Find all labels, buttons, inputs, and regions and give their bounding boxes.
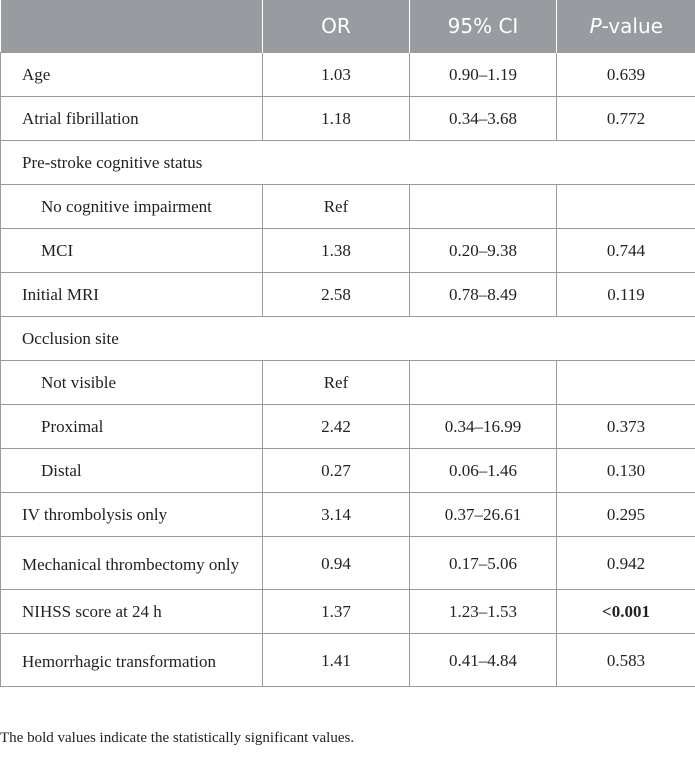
table-row: [1, 449, 695, 493]
table-row: [1, 405, 695, 449]
row-label: NIHSS score at 24 h: [1, 590, 263, 634]
row-p: 0.772: [557, 97, 695, 141]
table-row: [1, 361, 695, 405]
table-row: [1, 185, 695, 229]
row-label: Age: [1, 53, 263, 97]
row-label: IV thrombolysis only: [1, 493, 263, 537]
table-row: [1, 634, 695, 687]
row-or: 0.94: [263, 537, 410, 590]
row-label: Mechanical thrombectomy only: [1, 537, 263, 590]
row-p: 0.373: [557, 405, 695, 449]
row-ci: [410, 361, 557, 405]
header-ci: 95% CI: [410, 0, 557, 53]
row-p: 0.130: [557, 449, 695, 493]
row-or: 1.03: [263, 53, 410, 97]
row-ci: 0.17–5.06: [410, 537, 557, 590]
row-or: Ref: [263, 185, 410, 229]
row-or: 0.27: [263, 449, 410, 493]
row-or: 1.41: [263, 634, 410, 687]
table-row: [1, 97, 695, 141]
table-row: [1, 273, 695, 317]
row-label: Not visible: [1, 361, 263, 405]
row-ci: 0.06–1.46: [410, 449, 557, 493]
table-footnote: The bold values indicate the statistically significant values.: [0, 730, 355, 746]
row-ci: 1.23–1.53: [410, 590, 557, 634]
table-row: [1, 493, 695, 537]
row-or: 2.42: [263, 405, 410, 449]
row-ci: 0.41–4.84: [410, 634, 557, 687]
header-p-italic: P: [589, 14, 602, 38]
row-or: 3.14: [263, 493, 410, 537]
header-variable: [1, 0, 263, 53]
row-or: Ref: [263, 361, 410, 405]
section-row: [1, 141, 695, 185]
row-p: 0.942: [557, 537, 695, 590]
row-label: Hemorrhagic transformation: [1, 634, 263, 687]
row-ci: 0.34–3.68: [410, 97, 557, 141]
row-p: 0.119: [557, 273, 695, 317]
table-row: [1, 53, 695, 97]
header-p-rest: -value: [601, 14, 663, 38]
row-ci: [410, 185, 557, 229]
row-p-significant: <0.001: [557, 590, 695, 634]
row-label: MCI: [1, 229, 263, 273]
row-or: 2.58: [263, 273, 410, 317]
table-row: [1, 537, 695, 590]
row-p: 0.744: [557, 229, 695, 273]
row-label: Proximal: [1, 405, 263, 449]
row-label: No cognitive impairment: [1, 185, 263, 229]
header-or: OR: [263, 0, 410, 53]
row-ci: 0.20–9.38: [410, 229, 557, 273]
section-label: Occlusion site: [1, 317, 695, 361]
table-row: [1, 229, 695, 273]
header-p-value: [557, 0, 695, 53]
section-row: [1, 317, 695, 361]
row-ci: 0.37–26.61: [410, 493, 557, 537]
table-row: [1, 590, 695, 634]
row-or: 1.38: [263, 229, 410, 273]
row-p: 0.583: [557, 634, 695, 687]
row-p: 0.639: [557, 53, 695, 97]
row-p: 0.295: [557, 493, 695, 537]
row-or: 1.37: [263, 590, 410, 634]
row-ci: 0.78–8.49: [410, 273, 557, 317]
row-or: 1.18: [263, 97, 410, 141]
row-label: Initial MRI: [1, 273, 263, 317]
row-p: [557, 361, 695, 405]
row-p: [557, 185, 695, 229]
row-ci: 0.90–1.19: [410, 53, 557, 97]
row-label: Distal: [1, 449, 263, 493]
row-label: Atrial fibrillation: [1, 97, 263, 141]
section-label: Pre-stroke cognitive status: [1, 141, 695, 185]
header-row: [1, 0, 695, 53]
row-ci: 0.34–16.99: [410, 405, 557, 449]
